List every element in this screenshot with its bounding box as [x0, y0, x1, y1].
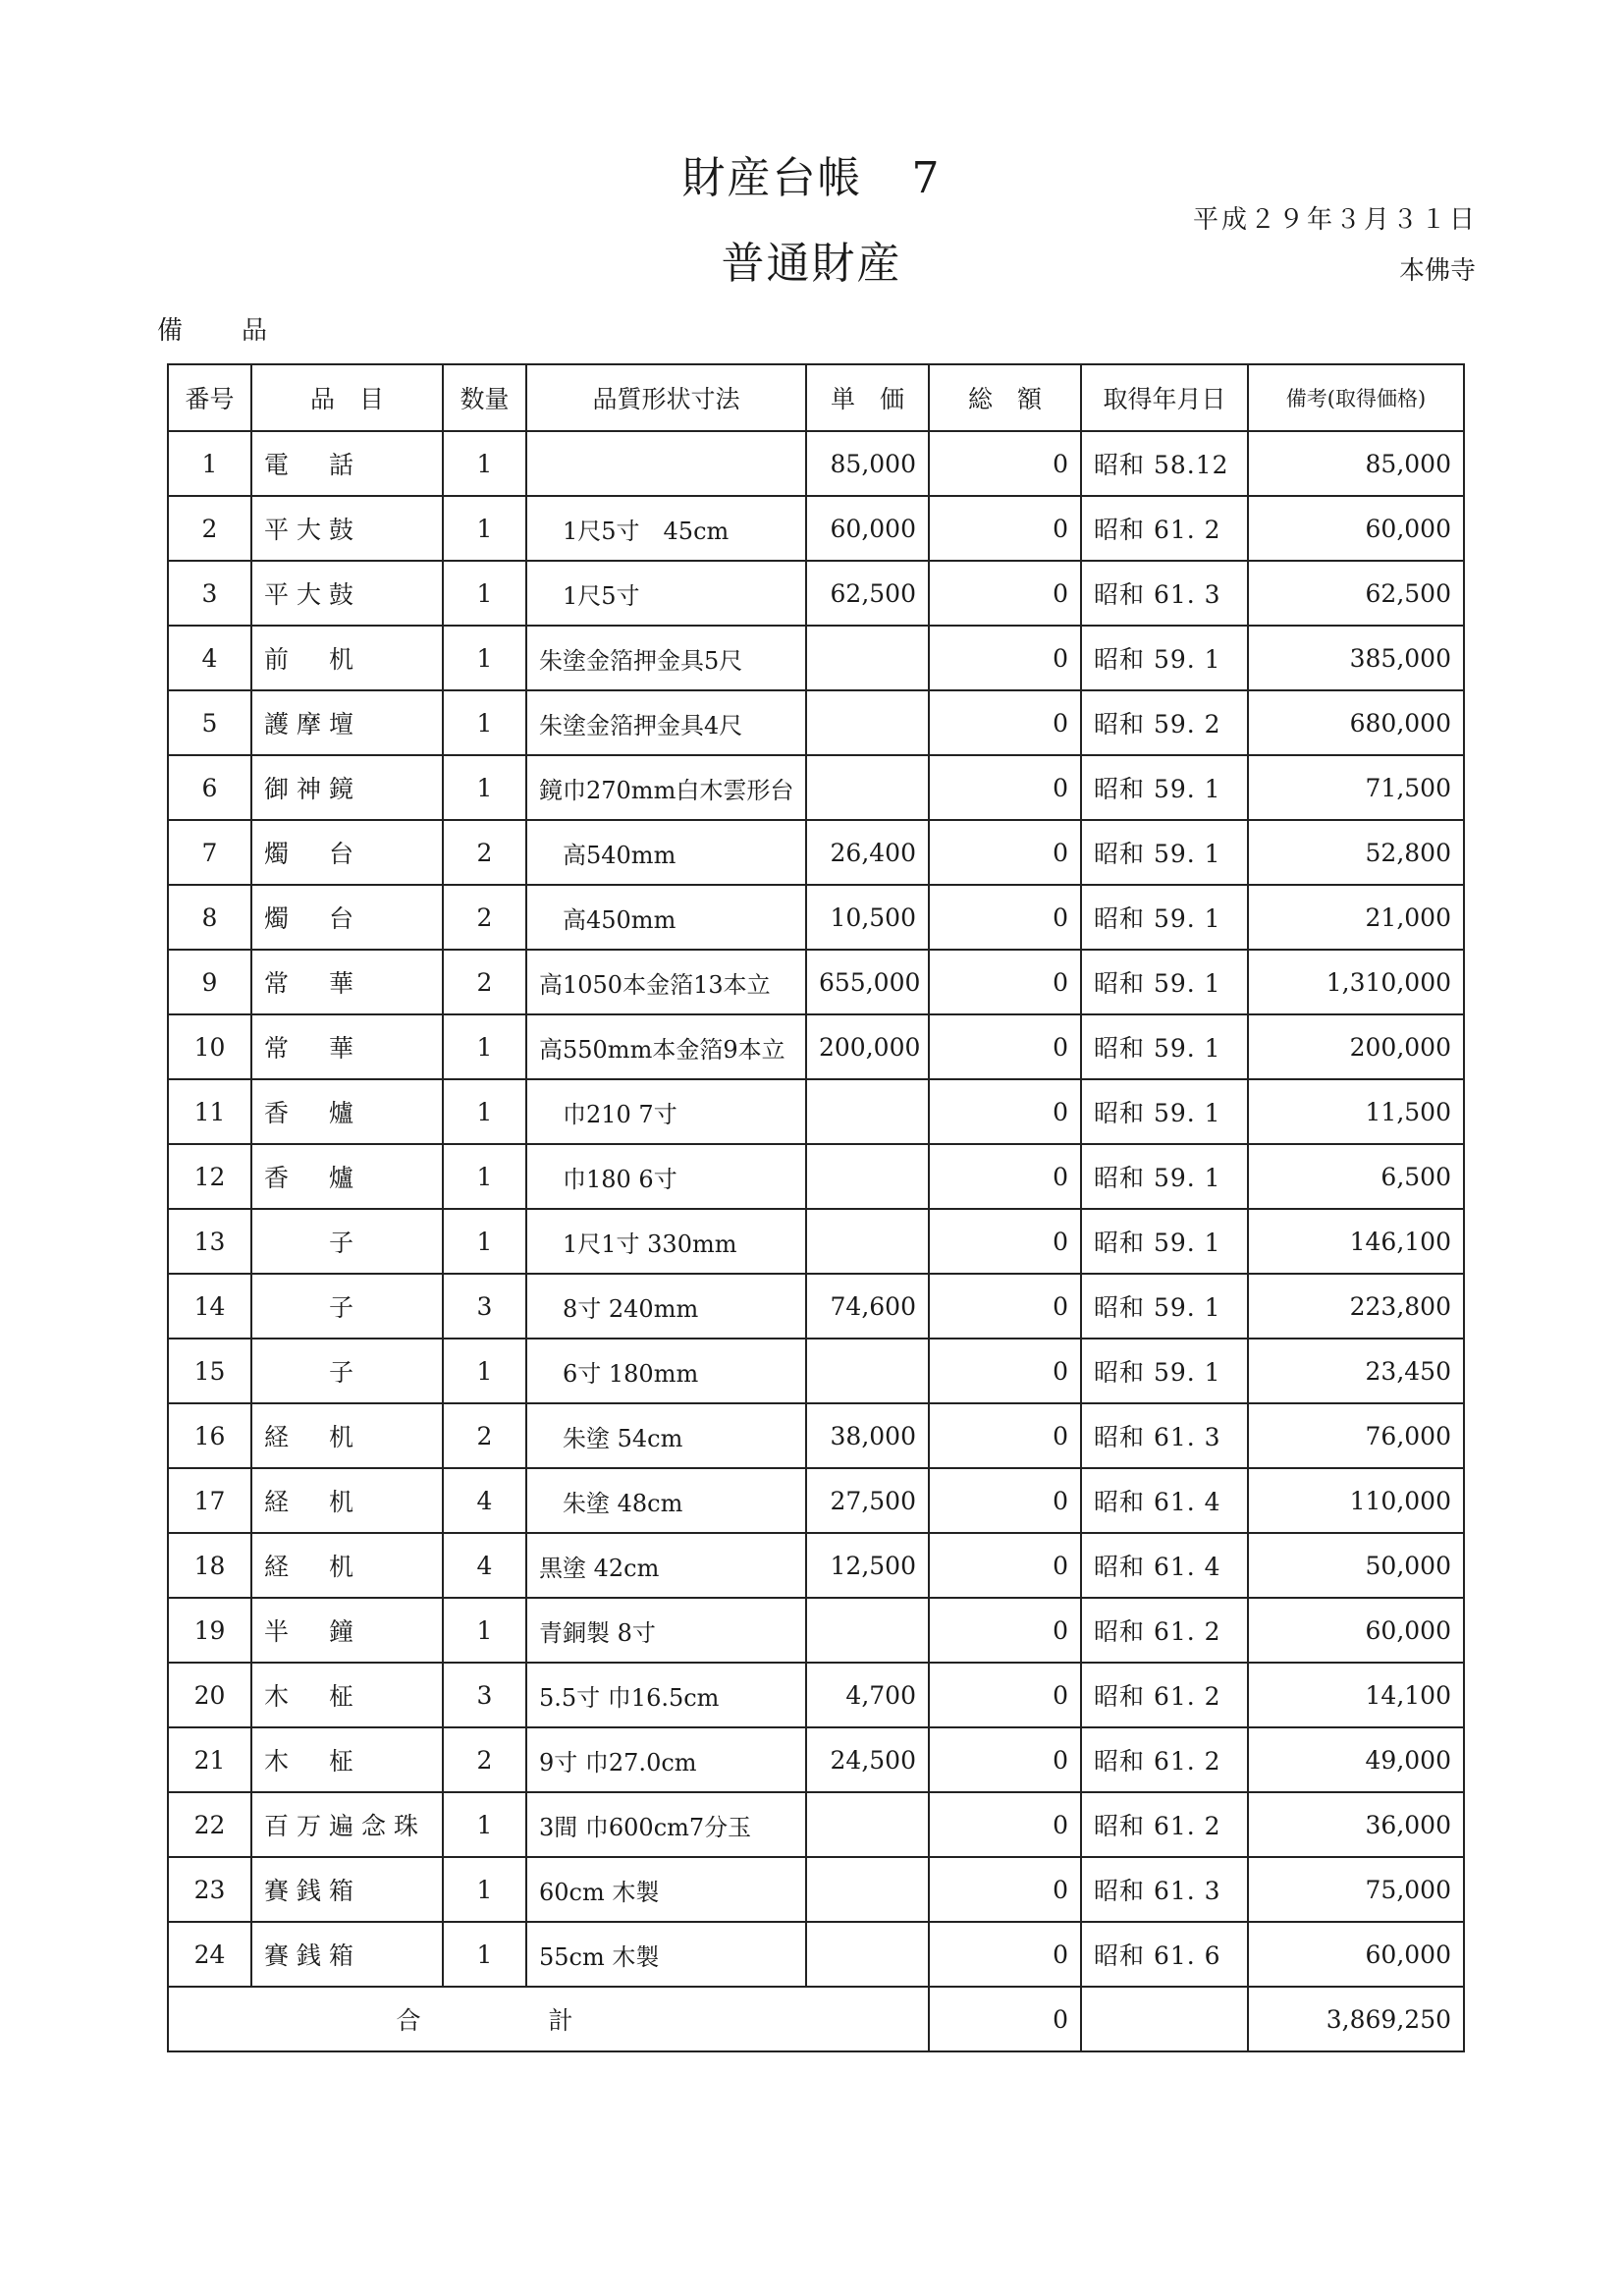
title-number: 7	[911, 153, 942, 203]
spec-cell: 高550mm本金箔9本立	[526, 1014, 806, 1079]
total-amount-cell: 0	[929, 1144, 1081, 1209]
table-row	[168, 1663, 1464, 1727]
row-number-cell: 4	[168, 626, 251, 690]
summary-date-cell	[1081, 1987, 1248, 2051]
unit-price-cell	[806, 1144, 929, 1209]
row-number-cell: 14	[168, 1274, 251, 1339]
unit-price-cell	[806, 626, 929, 690]
column-header-quantity: 数量	[443, 364, 526, 431]
table-row	[168, 755, 1464, 820]
total-amount-cell: 0	[929, 885, 1081, 950]
column-header-total: 総 額	[929, 364, 1081, 431]
summary-label: 合計	[168, 1987, 929, 2051]
total-amount-cell: 0	[929, 1468, 1081, 1533]
item-name-cell: 木 柾	[251, 1663, 443, 1727]
acquired-date-cell: 昭和 59. 2	[1081, 690, 1248, 755]
item-name-cell: 前 机	[251, 626, 443, 690]
row-number-cell: 6	[168, 755, 251, 820]
total-amount-cell: 0	[929, 1533, 1081, 1598]
total-amount-cell: 0	[929, 431, 1081, 496]
acquired-date-cell: 昭和 59. 1	[1081, 1209, 1248, 1274]
quantity-cell: 2	[443, 1403, 526, 1468]
acquired-date-cell: 昭和 59. 1	[1081, 1014, 1248, 1079]
organization-name: 本佛寺	[1398, 256, 1476, 286]
note-acquisition-price-cell: 36,000	[1248, 1792, 1464, 1857]
item-name-cell: 子	[251, 1209, 443, 1274]
summary-note: 3,869,250	[1248, 1987, 1464, 2051]
spec-cell: 朱塗金箔押金具4尺	[526, 690, 806, 755]
quantity-cell: 4	[443, 1533, 526, 1598]
unit-price-cell: 26,400	[806, 820, 929, 885]
total-amount-cell: 0	[929, 626, 1081, 690]
spec-cell: 1尺5寸	[526, 561, 806, 626]
item-name-cell: 賽銭箱	[251, 1922, 443, 1987]
acquired-date-cell: 昭和 59. 1	[1081, 1144, 1248, 1209]
spec-cell: 朱塗金箔押金具5尺	[526, 626, 806, 690]
acquired-date-cell: 昭和 59. 1	[1081, 885, 1248, 950]
acquired-date-cell: 昭和 61. 2	[1081, 1792, 1248, 1857]
acquired-date-cell: 昭和 61. 3	[1081, 1403, 1248, 1468]
note-acquisition-price-cell: 76,000	[1248, 1403, 1464, 1468]
note-acquisition-price-cell: 60,000	[1248, 496, 1464, 561]
spec-cell: 8寸 240mm	[526, 1274, 806, 1339]
table-row	[168, 1727, 1464, 1792]
quantity-cell: 3	[443, 1274, 526, 1339]
item-name-cell: 賽銭箱	[251, 1857, 443, 1922]
row-number-cell: 19	[168, 1598, 251, 1663]
spec-cell: 高540mm	[526, 820, 806, 885]
row-number-cell: 24	[168, 1922, 251, 1987]
spec-cell: 黒塗 42cm	[526, 1533, 806, 1598]
item-name-cell: 子	[251, 1274, 443, 1339]
total-amount-cell: 0	[929, 1922, 1081, 1987]
quantity-cell: 1	[443, 1079, 526, 1144]
table-row	[168, 626, 1464, 690]
unit-price-cell	[806, 1922, 929, 1987]
table-row	[168, 1857, 1464, 1922]
unit-price-cell	[806, 690, 929, 755]
total-amount-cell: 0	[929, 496, 1081, 561]
summary-row	[168, 1987, 1464, 2051]
quantity-cell: 1	[443, 1792, 526, 1857]
total-amount-cell: 0	[929, 820, 1081, 885]
item-name-cell: 平大鼓	[251, 561, 443, 626]
item-name-cell: 常 華	[251, 1014, 443, 1079]
acquired-date-cell: 昭和 58.12	[1081, 431, 1248, 496]
table-row	[168, 1468, 1464, 1533]
row-number-cell: 7	[168, 820, 251, 885]
item-name-cell: 百万遍念珠	[251, 1792, 443, 1857]
note-acquisition-price-cell: 223,800	[1248, 1274, 1464, 1339]
quantity-cell: 1	[443, 496, 526, 561]
spec-cell: 青銅製 8寸	[526, 1598, 806, 1663]
acquired-date-cell: 昭和 59. 1	[1081, 820, 1248, 885]
row-number-cell: 21	[168, 1727, 251, 1792]
header-row	[168, 364, 1464, 431]
item-name-cell: 木 柾	[251, 1727, 443, 1792]
item-name-cell: 御神鏡	[251, 755, 443, 820]
unit-price-cell	[806, 755, 929, 820]
unit-price-cell: 85,000	[806, 431, 929, 496]
table-row	[168, 690, 1464, 755]
table-row	[168, 1144, 1464, 1209]
note-acquisition-price-cell: 110,000	[1248, 1468, 1464, 1533]
total-amount-cell: 0	[929, 1339, 1081, 1403]
note-acquisition-price-cell: 385,000	[1248, 626, 1464, 690]
acquired-date-cell: 昭和 59. 1	[1081, 1339, 1248, 1403]
item-name-cell: 燭 台	[251, 885, 443, 950]
spec-cell: 5.5寸 巾16.5cm	[526, 1663, 806, 1727]
quantity-cell: 3	[443, 1663, 526, 1727]
row-number-cell: 13	[168, 1209, 251, 1274]
total-amount-cell: 0	[929, 1792, 1081, 1857]
acquired-date-cell: 昭和 61. 4	[1081, 1533, 1248, 1598]
note-acquisition-price-cell: 85,000	[1248, 431, 1464, 496]
spec-cell: 朱塗 54cm	[526, 1403, 806, 1468]
quantity-cell: 2	[443, 885, 526, 950]
item-name-cell: 燭 台	[251, 820, 443, 885]
unit-price-cell	[806, 1079, 929, 1144]
note-acquisition-price-cell: 11,500	[1248, 1079, 1464, 1144]
total-amount-cell: 0	[929, 755, 1081, 820]
table-row	[168, 1533, 1464, 1598]
quantity-cell: 1	[443, 1144, 526, 1209]
note-acquisition-price-cell: 60,000	[1248, 1922, 1464, 1987]
table-row	[168, 1598, 1464, 1663]
row-number-cell: 15	[168, 1339, 251, 1403]
row-number-cell: 3	[168, 561, 251, 626]
note-acquisition-price-cell: 146,100	[1248, 1209, 1464, 1274]
row-number-cell: 5	[168, 690, 251, 755]
property-ledger-table	[167, 363, 1465, 2052]
quantity-cell: 1	[443, 1922, 526, 1987]
item-name-cell: 経 机	[251, 1403, 443, 1468]
spec-cell: 3間 巾600cm7分玉	[526, 1792, 806, 1857]
quantity-cell: 1	[443, 1339, 526, 1403]
document-date: 平成２９年３月３１日	[1192, 205, 1478, 235]
quantity-cell: 1	[443, 1209, 526, 1274]
column-header-note: 備考(取得価格)	[1248, 364, 1464, 431]
acquired-date-cell: 昭和 61. 3	[1081, 561, 1248, 626]
spec-cell: 9寸 巾27.0cm	[526, 1727, 806, 1792]
column-header-number: 番号	[168, 364, 251, 431]
row-number-cell: 20	[168, 1663, 251, 1727]
row-number-cell: 1	[168, 431, 251, 496]
acquired-date-cell: 昭和 61. 2	[1081, 1663, 1248, 1727]
acquired-date-cell: 昭和 61. 3	[1081, 1857, 1248, 1922]
spec-cell: 巾180 6寸	[526, 1144, 806, 1209]
quantity-cell: 4	[443, 1468, 526, 1533]
item-name-cell: 経 机	[251, 1533, 443, 1598]
unit-price-cell: 60,000	[806, 496, 929, 561]
acquired-date-cell: 昭和 61. 2	[1081, 496, 1248, 561]
total-amount-cell: 0	[929, 1598, 1081, 1663]
item-name-cell: 経 机	[251, 1468, 443, 1533]
acquired-date-cell: 昭和 59. 1	[1081, 950, 1248, 1014]
quantity-cell: 2	[443, 1727, 526, 1792]
table-row	[168, 885, 1464, 950]
unit-price-cell: 24,500	[806, 1727, 929, 1792]
spec-cell: 巾210 7寸	[526, 1079, 806, 1144]
unit-price-cell: 62,500	[806, 561, 929, 626]
note-acquisition-price-cell: 14,100	[1248, 1663, 1464, 1727]
column-header-spec: 品質形状寸法	[526, 364, 806, 431]
unit-price-cell: 655,000	[806, 950, 929, 1014]
row-number-cell: 12	[168, 1144, 251, 1209]
unit-price-cell: 74,600	[806, 1274, 929, 1339]
item-name-cell: 半 鐘	[251, 1598, 443, 1663]
item-name-cell: 子	[251, 1339, 443, 1403]
item-name-cell: 平大鼓	[251, 496, 443, 561]
table-row	[168, 1274, 1464, 1339]
ledger-body	[168, 431, 1464, 1987]
total-amount-cell: 0	[929, 690, 1081, 755]
note-acquisition-price-cell: 60,000	[1248, 1598, 1464, 1663]
column-header-item: 品 目	[251, 364, 443, 431]
unit-price-cell	[806, 1792, 929, 1857]
row-number-cell: 22	[168, 1792, 251, 1857]
spec-cell: 1尺1寸 330mm	[526, 1209, 806, 1274]
acquired-date-cell: 昭和 61. 6	[1081, 1922, 1248, 1987]
quantity-cell: 2	[443, 950, 526, 1014]
table-row	[168, 950, 1464, 1014]
note-acquisition-price-cell: 75,000	[1248, 1857, 1464, 1922]
note-acquisition-price-cell: 21,000	[1248, 885, 1464, 950]
row-number-cell: 8	[168, 885, 251, 950]
total-amount-cell: 0	[929, 1209, 1081, 1274]
table-row	[168, 1792, 1464, 1857]
total-amount-cell: 0	[929, 1274, 1081, 1339]
title-text: 財産台帳	[681, 153, 863, 203]
spec-cell: 55cm 木製	[526, 1922, 806, 1987]
quantity-cell: 1	[443, 561, 526, 626]
total-amount-cell: 0	[929, 1663, 1081, 1727]
quantity-cell: 2	[443, 820, 526, 885]
item-name-cell: 香 爐	[251, 1079, 443, 1144]
quantity-cell: 1	[443, 1598, 526, 1663]
table-row	[168, 1209, 1464, 1274]
unit-price-cell: 200,000	[806, 1014, 929, 1079]
row-number-cell: 11	[168, 1079, 251, 1144]
row-number-cell: 2	[168, 496, 251, 561]
table-row	[168, 1014, 1464, 1079]
note-acquisition-price-cell: 1,310,000	[1248, 950, 1464, 1014]
unit-price-cell: 27,500	[806, 1468, 929, 1533]
spec-cell: 高1050本金箔13本立	[526, 950, 806, 1014]
ledger-title	[0, 142, 1623, 205]
spec-cell: 朱塗 48cm	[526, 1468, 806, 1533]
table-row	[168, 1403, 1464, 1468]
quantity-cell: 1	[443, 755, 526, 820]
spec-cell	[526, 431, 806, 496]
row-number-cell: 16	[168, 1403, 251, 1468]
total-amount-cell: 0	[929, 1014, 1081, 1079]
total-amount-cell: 0	[929, 1079, 1081, 1144]
unit-price-cell: 12,500	[806, 1533, 929, 1598]
acquired-date-cell: 昭和 59. 1	[1081, 755, 1248, 820]
spec-cell: 60cm 木製	[526, 1857, 806, 1922]
column-header-unit-price: 単 価	[806, 364, 929, 431]
acquired-date-cell: 昭和 59. 1	[1081, 1274, 1248, 1339]
note-acquisition-price-cell: 6,500	[1248, 1144, 1464, 1209]
acquired-date-cell: 昭和 61. 2	[1081, 1598, 1248, 1663]
acquired-date-cell: 昭和 59. 1	[1081, 1079, 1248, 1144]
table-row	[168, 431, 1464, 496]
spec-cell: 1尺5寸 45cm	[526, 496, 806, 561]
unit-price-cell: 4,700	[806, 1663, 929, 1727]
note-acquisition-price-cell: 200,000	[1248, 1014, 1464, 1079]
spec-cell: 鏡巾270mm白木雲形台	[526, 755, 806, 820]
table-row	[168, 1922, 1464, 1987]
table-row	[168, 561, 1464, 626]
total-amount-cell: 0	[929, 1403, 1081, 1468]
note-acquisition-price-cell: 71,500	[1248, 755, 1464, 820]
note-acquisition-price-cell: 52,800	[1248, 820, 1464, 885]
item-name-cell: 電 話	[251, 431, 443, 496]
note-acquisition-price-cell: 23,450	[1248, 1339, 1464, 1403]
row-number-cell: 10	[168, 1014, 251, 1079]
quantity-cell: 1	[443, 431, 526, 496]
row-number-cell: 17	[168, 1468, 251, 1533]
note-acquisition-price-cell: 680,000	[1248, 690, 1464, 755]
total-amount-cell: 0	[929, 950, 1081, 1014]
row-number-cell: 18	[168, 1533, 251, 1598]
quantity-cell: 1	[443, 1014, 526, 1079]
quantity-cell: 1	[443, 690, 526, 755]
row-number-cell: 9	[168, 950, 251, 1014]
spec-cell: 高450mm	[526, 885, 806, 950]
row-number-cell: 23	[168, 1857, 251, 1922]
total-amount-cell: 0	[929, 561, 1081, 626]
table-row	[168, 496, 1464, 561]
total-amount-cell: 0	[929, 1857, 1081, 1922]
column-header-acquired-date: 取得年月日	[1081, 364, 1248, 431]
summary-total: 0	[929, 1987, 1081, 2051]
table-row	[168, 820, 1464, 885]
unit-price-cell	[806, 1339, 929, 1403]
table-row	[168, 1339, 1464, 1403]
quantity-cell: 1	[443, 626, 526, 690]
unit-price-cell	[806, 1209, 929, 1274]
acquired-date-cell: 昭和 59. 1	[1081, 626, 1248, 690]
total-amount-cell: 0	[929, 1727, 1081, 1792]
section-label: 備品	[157, 316, 327, 346]
unit-price-cell	[806, 1598, 929, 1663]
item-name-cell: 護摩壇	[251, 690, 443, 755]
acquired-date-cell: 昭和 61. 4	[1081, 1468, 1248, 1533]
unit-price-cell	[806, 1857, 929, 1922]
acquired-date-cell: 昭和 61. 2	[1081, 1727, 1248, 1792]
ledger-subtitle: 普通財産	[721, 239, 902, 289]
quantity-cell: 1	[443, 1857, 526, 1922]
note-acquisition-price-cell: 62,500	[1248, 561, 1464, 626]
table-row	[168, 1079, 1464, 1144]
unit-price-cell: 10,500	[806, 885, 929, 950]
note-acquisition-price-cell: 49,000	[1248, 1727, 1464, 1792]
item-name-cell: 常 華	[251, 950, 443, 1014]
item-name-cell: 香 爐	[251, 1144, 443, 1209]
unit-price-cell: 38,000	[806, 1403, 929, 1468]
note-acquisition-price-cell: 50,000	[1248, 1533, 1464, 1598]
spec-cell: 6寸 180mm	[526, 1339, 806, 1403]
